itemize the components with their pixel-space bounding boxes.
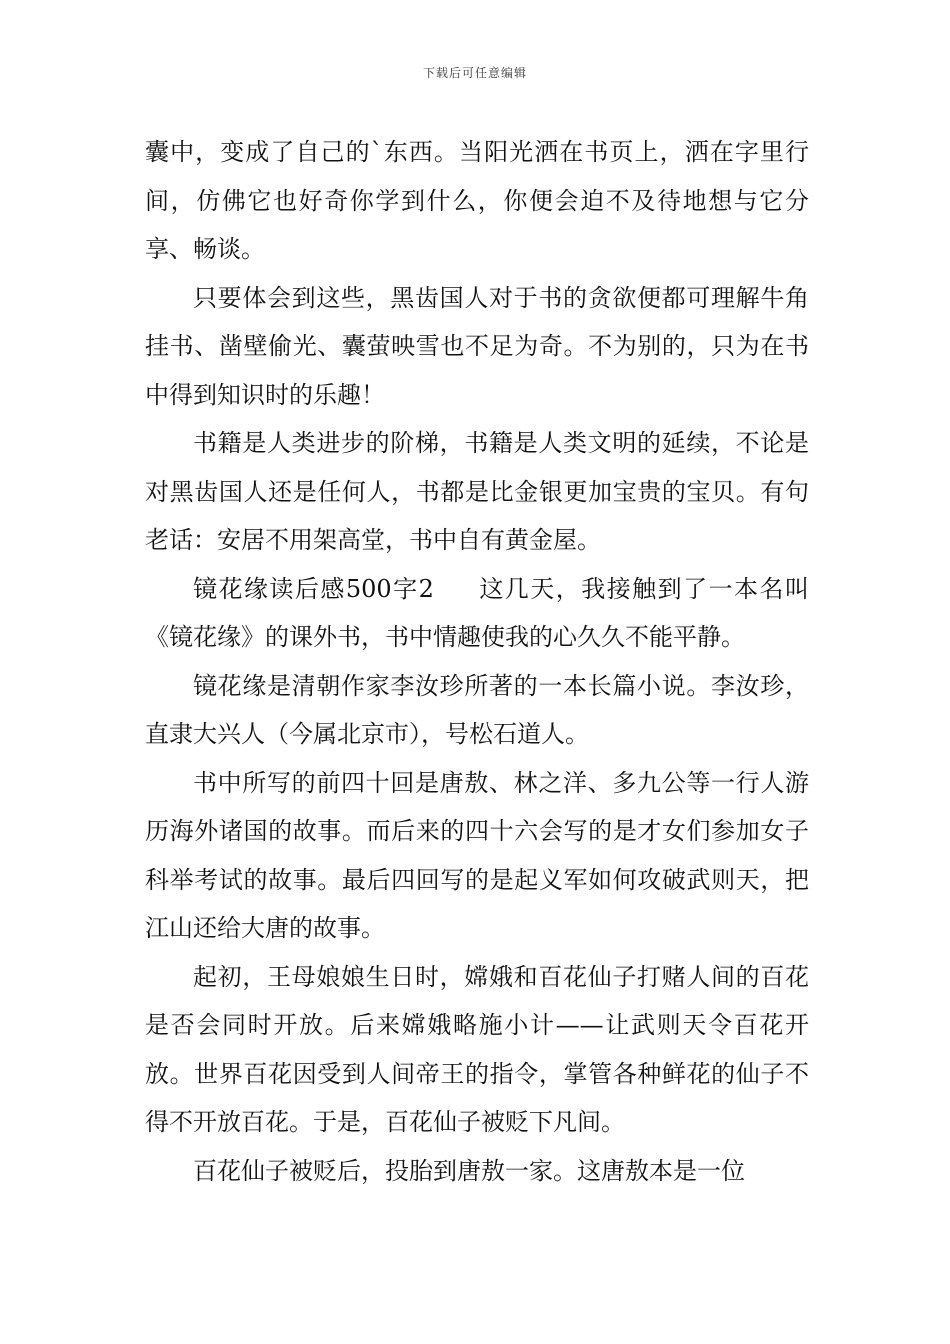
paragraph: 书籍是人类进步的阶梯，书籍是人类文明的延续，不论是对黑齿国人还是任何人，书都是比金银更加宝贵的宝贝。有句老话：安居不用架高堂，书中自有黄金屋。: [145, 429, 809, 554]
paragraph: 书中所写的前四十回是唐敖、林之洋、多九公等一行人游历海外诸国的故事。而后来的四十六会写的是才女们参加女子科举考试的故事。最后四回写的是起义军如何攻破武则天，把江山还给大唐的故事。: [145, 768, 809, 942]
section-heading: 镜花缘读后感500字2: [193, 574, 434, 603]
paragraph: 只要体会到这些，黑齿国人对于书的贪欲便都可理解牛角挂书、凿壁偷光、囊萤映雪也不足为奇。不为别的，只为在书中得到知识时的乐趣！: [145, 283, 809, 409]
paragraph-with-heading: [145, 565, 809, 662]
paragraph: 百花仙子被贬后，投胎到唐敖一家。这唐敖本是一位: [193, 1156, 745, 1185]
page-header: 下载后可任意编辑: [422, 66, 527, 80]
paragraph: 囊中，变成了自己的`东西。当阳光洒在书页上，洒在字里行间，仿佛它也好奇你学到什么，你便会迫不及待地想与它分享、畅谈。: [145, 138, 809, 263]
paragraph-text: 这几天，我接触到了一本名叫《镜花缘》的课外书，书中情趣使我的心久久不能平静。: [145, 574, 810, 651]
paragraph: 镜花缘是清朝作家李汝珍所著的一本长篇小说。李汝珍，直隶大兴人（今属北京市），号松石道人。: [145, 671, 809, 748]
paragraph: 起初，王母娘娘生日时，嫦娥和百花仙子打赌人间的百花是否会同时开放。后来嫦娥略施小计——让武则天令百花开放。世界百花因受到人间帝王的指令，掌管各种鲜花的仙子不得不开放百花。于是，百花仙子被贬下凡间。: [145, 962, 809, 1136]
document-body: [145, 128, 809, 1195]
